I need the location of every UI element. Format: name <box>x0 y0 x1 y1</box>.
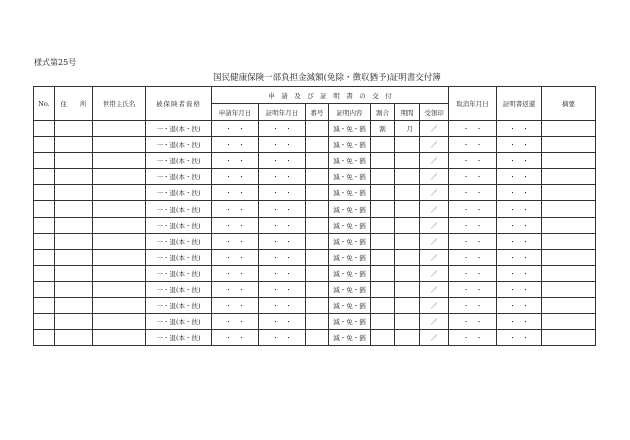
cell-period: 月 <box>395 121 420 137</box>
cell-application-date: ・ ・ <box>212 249 259 265</box>
cell-period <box>395 185 420 201</box>
cell-ratio <box>371 137 395 153</box>
table-row <box>34 169 596 185</box>
cell-receipt-seal: ／ <box>420 201 449 217</box>
cell-address <box>55 169 93 185</box>
cell-return-date: ・ ・ <box>497 169 542 185</box>
cell-address <box>55 330 93 346</box>
cell-remarks <box>542 153 596 169</box>
cell-number <box>306 330 329 346</box>
cell-return-date: ・ ・ <box>497 314 542 330</box>
cell-no <box>34 265 55 281</box>
cell-period <box>395 233 420 249</box>
table-row <box>34 121 596 137</box>
cell-remarks <box>542 137 596 153</box>
cell-cancel-date: ・ ・ <box>449 314 497 330</box>
cell-address <box>55 233 93 249</box>
cell-householder <box>93 298 146 314</box>
cell-certificate-date: ・ ・ <box>259 249 306 265</box>
table-row <box>34 249 596 265</box>
cell-application-date: ・ ・ <box>212 137 259 153</box>
cell-no <box>34 185 55 201</box>
cell-address <box>55 201 93 217</box>
header-receipt-seal: 受領印 <box>420 104 449 121</box>
cell-insured-status: 一・退(本・扶) <box>146 137 212 153</box>
cell-householder <box>93 153 146 169</box>
cell-return-date: ・ ・ <box>497 201 542 217</box>
cell-certificate-date: ・ ・ <box>259 314 306 330</box>
ledger-body <box>34 121 596 346</box>
cell-insured-status: 一・退(本・扶) <box>146 314 212 330</box>
cell-cancel-date: ・ ・ <box>449 185 497 201</box>
cell-no <box>34 281 55 297</box>
cell-no <box>34 169 55 185</box>
cell-number <box>306 201 329 217</box>
cell-return-date: ・ ・ <box>497 265 542 281</box>
cell-period <box>395 153 420 169</box>
cell-period <box>395 217 420 233</box>
cell-remarks <box>542 233 596 249</box>
cell-ratio <box>371 314 395 330</box>
cell-address <box>55 314 93 330</box>
cell-certificate-content: 減・免・猶 <box>329 330 371 346</box>
cell-application-date: ・ ・ <box>212 314 259 330</box>
cell-certificate-content: 減・免・猶 <box>329 298 371 314</box>
cell-address <box>55 298 93 314</box>
cell-insured-status: 一・退(本・扶) <box>146 121 212 137</box>
cell-certificate-content: 減・免・猶 <box>329 185 371 201</box>
cell-householder <box>93 121 146 137</box>
cell-cancel-date: ・ ・ <box>449 330 497 346</box>
cell-address <box>55 281 93 297</box>
cell-remarks <box>542 217 596 233</box>
header-certificate-date: 証明年月日 <box>259 104 306 121</box>
form-number: 様式第25号 <box>34 58 77 67</box>
cell-ratio <box>371 217 395 233</box>
cell-insured-status: 一・退(本・扶) <box>146 233 212 249</box>
cell-receipt-seal: ／ <box>420 330 449 346</box>
cell-receipt-seal: ／ <box>420 169 449 185</box>
document-title: 国民健康保険一部負担金減額(免除・徴収猶予)証明書交付簿 <box>213 73 441 83</box>
header-issue-group: 申 請 及 び 証 明 書 の 交 付 <box>212 87 449 104</box>
cell-application-date: ・ ・ <box>212 233 259 249</box>
cell-householder <box>93 314 146 330</box>
cell-number <box>306 153 329 169</box>
cell-certificate-date: ・ ・ <box>259 233 306 249</box>
table-row <box>34 281 596 297</box>
cell-number <box>306 298 329 314</box>
cell-return-date: ・ ・ <box>497 217 542 233</box>
cell-receipt-seal: ／ <box>420 233 449 249</box>
cell-certificate-date: ・ ・ <box>259 121 306 137</box>
cell-ratio <box>371 281 395 297</box>
cell-remarks <box>542 121 596 137</box>
cell-certificate-date: ・ ・ <box>259 330 306 346</box>
cell-application-date: ・ ・ <box>212 298 259 314</box>
header-row-top <box>34 87 596 104</box>
cell-insured-status: 一・退(本・扶) <box>146 185 212 201</box>
cell-no <box>34 249 55 265</box>
cell-receipt-seal: ／ <box>420 153 449 169</box>
cell-application-date: ・ ・ <box>212 265 259 281</box>
cell-no <box>34 330 55 346</box>
cell-householder <box>93 137 146 153</box>
cell-certificate-date: ・ ・ <box>259 217 306 233</box>
cell-number <box>306 233 329 249</box>
cell-address <box>55 153 93 169</box>
table-row <box>34 298 596 314</box>
header-householder: 世帯主氏名 <box>93 87 146 121</box>
cell-receipt-seal: ／ <box>420 314 449 330</box>
cell-period <box>395 281 420 297</box>
cell-insured-status: 一・退(本・扶) <box>146 201 212 217</box>
cell-number <box>306 217 329 233</box>
cell-certificate-content: 減・免・猶 <box>329 314 371 330</box>
cell-application-date: ・ ・ <box>212 201 259 217</box>
cell-ratio <box>371 201 395 217</box>
cell-cancel-date: ・ ・ <box>449 233 497 249</box>
cell-insured-status: 一・退(本・扶) <box>146 249 212 265</box>
header-number: 番号 <box>306 104 329 121</box>
cell-cancel-date: ・ ・ <box>449 137 497 153</box>
table-row <box>34 201 596 217</box>
cell-certificate-content: 減・免・猶 <box>329 137 371 153</box>
cell-ratio <box>371 330 395 346</box>
cell-return-date: ・ ・ <box>497 153 542 169</box>
cell-certificate-date: ・ ・ <box>259 298 306 314</box>
cell-ratio: 割 <box>371 121 395 137</box>
cell-address <box>55 217 93 233</box>
header-period: 期間 <box>395 104 420 121</box>
cell-certificate-date: ・ ・ <box>259 185 306 201</box>
cell-no <box>34 217 55 233</box>
cell-householder <box>93 281 146 297</box>
cell-no <box>34 121 55 137</box>
header-cancel-date: 取消年月日 <box>449 87 497 121</box>
cell-no <box>34 153 55 169</box>
cell-number <box>306 185 329 201</box>
table-row <box>34 330 596 346</box>
cell-no <box>34 314 55 330</box>
cell-no <box>34 201 55 217</box>
cell-remarks <box>542 249 596 265</box>
cell-remarks <box>542 169 596 185</box>
cell-receipt-seal: ／ <box>420 265 449 281</box>
cell-return-date: ・ ・ <box>497 121 542 137</box>
cell-receipt-seal: ／ <box>420 137 449 153</box>
header-address: 住 所 <box>55 87 93 121</box>
cell-return-date: ・ ・ <box>497 233 542 249</box>
cell-period <box>395 265 420 281</box>
header-ratio: 割合 <box>371 104 395 121</box>
table-row <box>34 265 596 281</box>
cell-remarks <box>542 298 596 314</box>
cell-return-date: ・ ・ <box>497 298 542 314</box>
cell-no <box>34 137 55 153</box>
cell-insured-status: 一・退(本・扶) <box>146 153 212 169</box>
cell-certificate-date: ・ ・ <box>259 281 306 297</box>
cell-certificate-date: ・ ・ <box>259 153 306 169</box>
header-remarks: 摘要 <box>542 87 596 121</box>
cell-receipt-seal: ／ <box>420 185 449 201</box>
cell-number <box>306 137 329 153</box>
cell-number <box>306 314 329 330</box>
cell-certificate-content: 減・免・猶 <box>329 169 371 185</box>
cell-no <box>34 298 55 314</box>
cell-remarks <box>542 201 596 217</box>
table-row <box>34 233 596 249</box>
cell-insured-status: 一・退(本・扶) <box>146 298 212 314</box>
cell-number <box>306 281 329 297</box>
issuance-ledger-table <box>33 86 596 346</box>
cell-return-date: ・ ・ <box>497 249 542 265</box>
header-return-date: 証明書返還 <box>497 87 542 121</box>
cell-remarks <box>542 330 596 346</box>
cell-number <box>306 265 329 281</box>
table-row <box>34 153 596 169</box>
cell-certificate-content: 減・免・猶 <box>329 249 371 265</box>
cell-receipt-seal: ／ <box>420 281 449 297</box>
cell-cancel-date: ・ ・ <box>449 265 497 281</box>
cell-receipt-seal: ／ <box>420 249 449 265</box>
cell-address <box>55 185 93 201</box>
cell-return-date: ・ ・ <box>497 281 542 297</box>
cell-insured-status: 一・退(本・扶) <box>146 265 212 281</box>
cell-period <box>395 298 420 314</box>
cell-householder <box>93 233 146 249</box>
cell-return-date: ・ ・ <box>497 185 542 201</box>
cell-insured-status: 一・退(本・扶) <box>146 330 212 346</box>
cell-cancel-date: ・ ・ <box>449 249 497 265</box>
cell-certificate-content: 減・免・猶 <box>329 121 371 137</box>
cell-householder <box>93 185 146 201</box>
table-row <box>34 137 596 153</box>
cell-application-date: ・ ・ <box>212 330 259 346</box>
cell-address <box>55 265 93 281</box>
cell-application-date: ・ ・ <box>212 169 259 185</box>
cell-cancel-date: ・ ・ <box>449 217 497 233</box>
table-row <box>34 314 596 330</box>
cell-certificate-content: 減・免・猶 <box>329 265 371 281</box>
cell-ratio <box>371 298 395 314</box>
cell-insured-status: 一・退(本・扶) <box>146 281 212 297</box>
cell-remarks <box>542 281 596 297</box>
cell-certificate-content: 減・免・猶 <box>329 233 371 249</box>
cell-cancel-date: ・ ・ <box>449 121 497 137</box>
cell-ratio <box>371 233 395 249</box>
cell-cancel-date: ・ ・ <box>449 153 497 169</box>
cell-period <box>395 137 420 153</box>
cell-period <box>395 169 420 185</box>
cell-application-date: ・ ・ <box>212 217 259 233</box>
cell-receipt-seal: ／ <box>420 121 449 137</box>
cell-remarks <box>542 314 596 330</box>
cell-cancel-date: ・ ・ <box>449 298 497 314</box>
cell-ratio <box>371 265 395 281</box>
cell-number <box>306 249 329 265</box>
cell-certificate-date: ・ ・ <box>259 201 306 217</box>
cell-householder <box>93 265 146 281</box>
cell-ratio <box>371 169 395 185</box>
cell-certificate-date: ・ ・ <box>259 265 306 281</box>
header-application-date: 申請年月日 <box>212 104 259 121</box>
cell-ratio <box>371 185 395 201</box>
cell-receipt-seal: ／ <box>420 298 449 314</box>
cell-no <box>34 233 55 249</box>
cell-ratio <box>371 249 395 265</box>
cell-receipt-seal: ／ <box>420 217 449 233</box>
cell-address <box>55 249 93 265</box>
cell-insured-status: 一・退(本・扶) <box>146 217 212 233</box>
cell-return-date: ・ ・ <box>497 330 542 346</box>
cell-certificate-content: 減・免・猶 <box>329 201 371 217</box>
table-row <box>34 185 596 201</box>
cell-certificate-content: 減・免・猶 <box>329 281 371 297</box>
cell-period <box>395 201 420 217</box>
cell-period <box>395 330 420 346</box>
cell-remarks <box>542 265 596 281</box>
cell-application-date: ・ ・ <box>212 121 259 137</box>
cell-householder <box>93 201 146 217</box>
header-insured-status: 被保険者資格 <box>146 87 212 121</box>
cell-period <box>395 314 420 330</box>
cell-period <box>395 249 420 265</box>
cell-certificate-content: 減・免・猶 <box>329 217 371 233</box>
cell-address <box>55 121 93 137</box>
cell-number <box>306 169 329 185</box>
table-row <box>34 217 596 233</box>
cell-householder <box>93 169 146 185</box>
cell-cancel-date: ・ ・ <box>449 169 497 185</box>
cell-householder <box>93 249 146 265</box>
cell-application-date: ・ ・ <box>212 281 259 297</box>
cell-cancel-date: ・ ・ <box>449 281 497 297</box>
cell-remarks <box>542 185 596 201</box>
cell-address <box>55 137 93 153</box>
cell-application-date: ・ ・ <box>212 185 259 201</box>
cell-householder <box>93 217 146 233</box>
cell-ratio <box>371 153 395 169</box>
cell-certificate-content: 減・免・猶 <box>329 153 371 169</box>
cell-certificate-date: ・ ・ <box>259 169 306 185</box>
cell-application-date: ・ ・ <box>212 153 259 169</box>
cell-cancel-date: ・ ・ <box>449 201 497 217</box>
cell-householder <box>93 330 146 346</box>
cell-number <box>306 121 329 137</box>
cell-insured-status: 一・退(本・扶) <box>146 169 212 185</box>
cell-return-date: ・ ・ <box>497 137 542 153</box>
cell-certificate-date: ・ ・ <box>259 137 306 153</box>
header-no: No. <box>34 87 55 121</box>
header-certificate-content: 証明内容 <box>329 104 371 121</box>
